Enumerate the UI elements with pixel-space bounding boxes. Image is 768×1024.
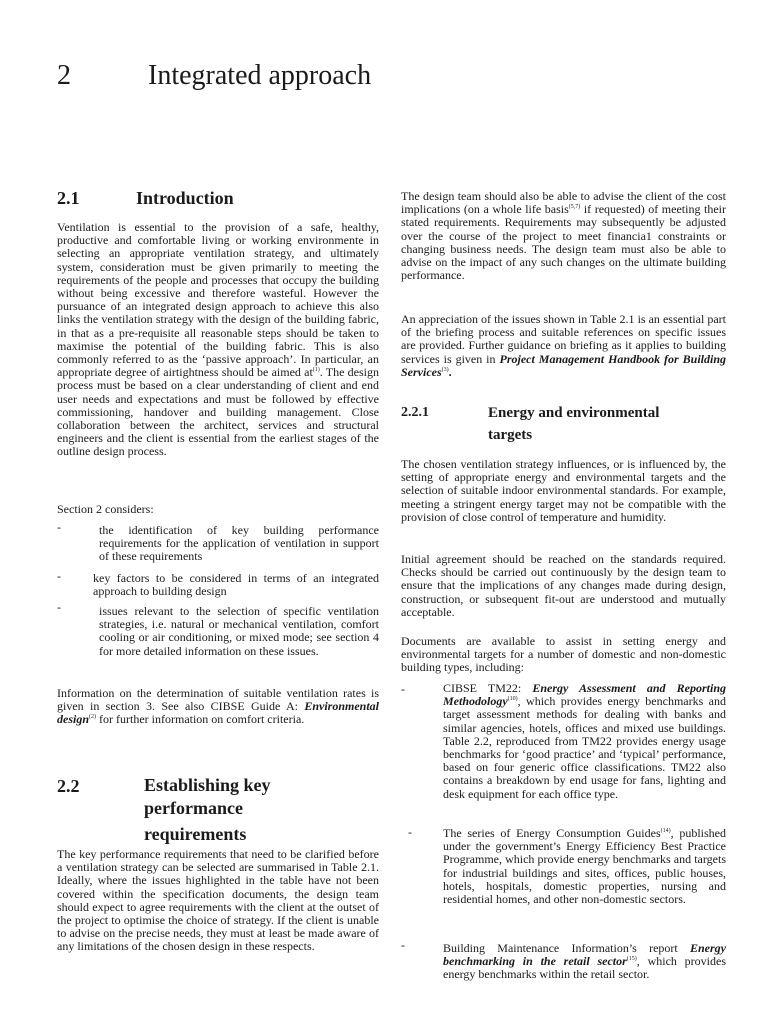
bullet-dash: - xyxy=(401,682,405,696)
bullet-dash: - xyxy=(57,600,61,614)
section-2-2-title: Establishing key performance requirements xyxy=(144,775,271,844)
strategy-paragraph: The chosen ventilation strategy influences, or is influenced by, the setting of appropriate energy and environmental targets and the selection of suitable indoor environmental standards. For example, meeting a stringent energy target may not be compatible with the provision of close control of temperature and humidity. xyxy=(401,457,726,524)
bullet-item: The series of Energy Consumption Guides$^{(14)}$, published under the government’s Energy Efficiency Best Practice Programme, which provide energy benchmarks and targets for industrial buildings and sites, offices, public houses, hotels, hospitals, domestic properties, nursing and residential homes, and other non-domestic sectors. xyxy=(443,826,726,907)
section-2-2-number: 2.2 xyxy=(57,776,80,796)
bullet-dash: - xyxy=(401,938,405,952)
documents-paragraph: Documents are available to assist in setting energy and environmental targets for a number of domestic and non-domestic building types, including: xyxy=(401,634,726,675)
bullet-item: CIBSE TM22: Energy Assessment and Reporting Methodology$^{(10)}$, which provides energy benchmarks and target assessment methods for dealing with banks and similar agencies, hotels, offices and mixed use buildings. Table 2.2, reproduced from TM22 provides energy usage benchmarks for ‘good practice’ and ‘typical’ performance, based on four generic office classifications. TM22 also contains a breakdown by end usage for fans, lighting and desk equipment for each office type. xyxy=(443,681,726,801)
bullet-dash: - xyxy=(408,825,412,839)
bullet-item: Building Maintenance Information’s report Energy benchmarking in the retail sector$^{(15)}$, which provides energy benchmarks within the retail sector. xyxy=(443,941,727,982)
section-2-1-title: Introduction xyxy=(136,188,234,208)
briefing-paragraph: An appreciation of the issues shown in Table 2.1 is an essential part of the briefing process and suitable references on specific issues are provided. Further guidance on briefing as it applies to building services is given in Project Management Handbook for Building Services$^{(3)}$. xyxy=(401,312,727,379)
section-2-2-1-number: 2.2.1 xyxy=(401,405,429,420)
chapter-number: 2 xyxy=(57,60,71,91)
bullet-item: key factors to be considered in terms of an integrated approach to building design xyxy=(93,571,379,599)
cost-paragraph: The design team should also be able to advise the client of the cost implications (on a whole life basis$^{(5,7)}$ if requested) of meeting their stated requirements. Requirements may subsequently be adjusted over the course of the project to meet financia1 constraints or changing business needs. The design team must also be able to advise on the impact of any such changes on the ultimate building performance. xyxy=(401,189,727,283)
section-2-2-paragraph: The key performance requirements that need to be clarified before a ventilation strategy can be selected are summarised in Table 2.1. Ideally, where the issues highlighted in the table have not been covered within the specification documents, the design team should expect to agree requirements with the client at the outset of the project to optimise the choice of strategy. If the client is unable to advise on the precise needs, they must at least be made aware of any limitations of the chosen design in these respects. xyxy=(57,847,379,954)
info-paragraph: Information on the determination of suitable ventilation rates is given in section 3. See also CIBSE Guide A: Environmental design$^{(2)}$ for further information on comfort criteria. xyxy=(57,686,380,727)
bullet-dash: - xyxy=(57,520,61,534)
section-considers-label: Section 2 considers: xyxy=(57,502,154,516)
section-2-1-number: 2.1 xyxy=(57,188,80,208)
bullet-item: the identification of key building performance requirements for the application of ventilation in support of these requirements xyxy=(99,523,379,564)
section-2-2-1-title: Energy and environmental targets xyxy=(488,405,660,443)
bullet-item: issues relevant to the selection of specific ventilation strategies, i.e. natural or mechanical ventilation, comfort cooling or air conditioning, or mixed mode; see section 4 for more detailed information on these issues. xyxy=(99,604,379,658)
chapter-title: Integrated approach xyxy=(148,60,372,91)
bullet-dash: - xyxy=(57,569,61,583)
agreement-paragraph: Initial agreement should be reached on the standards required. Checks should be carried out continuously by the design team to ensure that the implications of any changes made during design, construction, or subsequent fit-out are understood and mutually acceptable. xyxy=(401,552,726,619)
intro-paragraph: Ventilation is essential to the provision of a safe, healthy, productive and comfortable living or working environmente in selecting an appropriate ventilation strategy, and ultimately system, consideration must be given primarily to meeting the requirements of the people and processes that occupy the building without being excessive and therefore wasteful. However the pursuance of an integrated design approach to achieve this also links the ventilation strategy with the design of the building fabric, in that as a pre-requisite all reasonable steps should be taken to maximise the potential of the building fabric. This is also commonly referred to as the ‘passive approach’. In particular, an appropriate degree of airtightness should be aimed $at^{(1)}$. The design process must be based on a clear understanding of client and end user needs and expectations and must be followed by effective commissioning, handover and building management. Close collaboration between the architect, services and structural engineers and the client is essential from the earliest stages of the outline design process. xyxy=(57,220,379,459)
